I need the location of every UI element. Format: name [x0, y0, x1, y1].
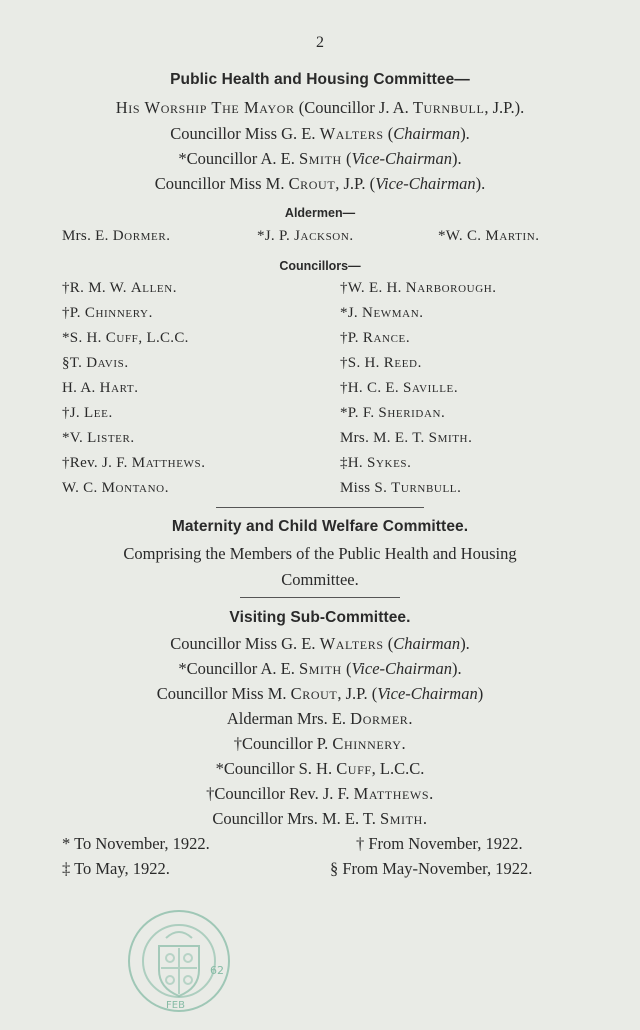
- surname: Turnbull.: [391, 480, 462, 496]
- councillor-entry: [340, 355, 422, 372]
- councillor-entry: [340, 330, 410, 347]
- name-suffix: , J.P. (: [335, 174, 376, 193]
- name-prefix: *S. H.: [62, 330, 106, 346]
- line-end: ).: [451, 659, 462, 678]
- surname: Rance.: [362, 330, 411, 346]
- councillor-entry: [62, 355, 129, 372]
- name-prefix: *W. C.: [438, 228, 486, 244]
- visiting-member-line: [0, 759, 640, 779]
- name-prefix: †Rev. J. F.: [62, 455, 132, 471]
- visiting-member-line: [0, 659, 640, 679]
- stamp-number: 62: [210, 964, 224, 977]
- surname: Chinnery.: [84, 305, 153, 321]
- councillor-entry: [340, 280, 497, 297]
- line-end: ).: [460, 124, 470, 143]
- surname: Montano.: [101, 480, 170, 496]
- councillor-entry: [62, 330, 189, 347]
- councillor-entry: [340, 380, 458, 397]
- footnote-section-mark: § From May-November, 1922.: [330, 859, 533, 878]
- mayor-text: (Councillor J. A.: [294, 98, 413, 117]
- name-prefix: *P. F.: [340, 405, 379, 421]
- name-prefix: †P.: [62, 305, 85, 321]
- councillor-entry: [62, 455, 206, 472]
- mayor-suffix: , J.P.).: [484, 98, 525, 117]
- councillor-entry: [62, 405, 113, 422]
- surname: Smith.: [428, 430, 473, 446]
- alderman-entry: [62, 228, 171, 245]
- name-prefix: *J.: [340, 305, 363, 321]
- alderman-entry: [257, 228, 354, 245]
- name-prefix: †J.: [62, 405, 85, 421]
- role: Chairman: [393, 634, 461, 653]
- name-prefix: *J. P.: [257, 228, 295, 244]
- member-line-mayor: [0, 98, 640, 118]
- role: Vice-Chairman: [351, 659, 452, 678]
- alderman-entry: [438, 228, 540, 245]
- councillor-entry: [340, 455, 411, 472]
- councillor-entry: [340, 480, 461, 497]
- role: Vice-Chairman: [351, 149, 452, 168]
- surname: Newman.: [362, 305, 424, 321]
- surname: Smith: [298, 659, 342, 678]
- surname: Lister.: [87, 430, 135, 446]
- councillor-entry: [340, 305, 424, 322]
- member-line-vice-chairman-2: [0, 174, 640, 194]
- councillor-entry: [340, 430, 472, 447]
- councillors-label: Councillors—: [279, 259, 361, 273]
- line-end: ).: [475, 174, 486, 193]
- section-divider: [240, 597, 400, 598]
- name-prefix: Councillor Miss G. E.: [170, 634, 320, 653]
- surname: Reed.: [383, 355, 422, 371]
- surname: Jackson.: [294, 228, 354, 244]
- visiting-member-line: [0, 634, 640, 654]
- surname: Chinnery.: [332, 734, 407, 753]
- councillor-entry: [62, 480, 169, 497]
- name-prefix: ‡H.: [340, 455, 368, 471]
- name-suffix: (: [341, 149, 352, 168]
- member-line-chairman: [0, 124, 640, 144]
- name-prefix: †S. H.: [340, 355, 384, 371]
- surname: Dormer.: [112, 228, 171, 244]
- role: Chairman: [393, 124, 461, 143]
- name-prefix: H. A.: [62, 380, 100, 396]
- name-prefix: Alderman Mrs. E.: [226, 709, 351, 728]
- name-prefix: §T.: [62, 355, 87, 371]
- name-prefix: Councillor Miss M.: [156, 684, 291, 703]
- name-prefix: Councillor Miss G. E.: [170, 124, 320, 143]
- name-prefix: Mrs. M. E. T.: [340, 430, 429, 446]
- name-prefix: Councillor Miss M.: [154, 174, 289, 193]
- surname: Smith.: [380, 809, 428, 828]
- surname: Allen.: [130, 280, 178, 296]
- footnote-asterisk: * To November, 1922.: [62, 834, 210, 853]
- surname: Dormer.: [350, 709, 414, 728]
- surname: Hart.: [99, 380, 139, 396]
- aldermen-label: Aldermen—: [284, 206, 356, 220]
- name-prefix: Councillor Mrs. M. E. T.: [212, 809, 381, 828]
- surname: Lee.: [84, 405, 113, 421]
- name-prefix: Miss S.: [340, 480, 392, 496]
- surname: Matthews.: [131, 455, 206, 471]
- councillor-entry: [62, 380, 139, 397]
- library-stamp-icon: [126, 908, 232, 1014]
- councillor-entry: [340, 405, 445, 422]
- committee-heading-maternity: Maternity and Child Welfare Committee.: [171, 518, 469, 535]
- visiting-member-line: [0, 734, 640, 754]
- name-suffix: , J.P. (: [337, 684, 378, 703]
- name-prefix: †P.: [340, 330, 363, 346]
- surname: Sheridan.: [378, 405, 446, 421]
- surname: Davis.: [86, 355, 129, 371]
- surname: Saville.: [403, 380, 459, 396]
- role: Vice-Chairman: [377, 684, 478, 703]
- surname: Walters: [319, 124, 384, 143]
- page-number: 2: [316, 34, 324, 51]
- surname: Narborough.: [405, 280, 497, 296]
- surname: Walters: [319, 634, 384, 653]
- visiting-member-line: [0, 709, 640, 729]
- committee-heading-visiting: Visiting Sub-Committee.: [229, 609, 411, 626]
- name-suffix: (: [341, 659, 352, 678]
- name-prefix: *Councillor A. E.: [178, 149, 299, 168]
- mayor-title: His Worship The Mayor: [115, 98, 295, 117]
- councillor-entry: [62, 430, 135, 447]
- line-end: ): [477, 684, 484, 703]
- stamp-month: FEB: [166, 1000, 185, 1011]
- name-prefix: *V.: [62, 430, 88, 446]
- name-suffix: , L.C.C.: [371, 759, 425, 778]
- name-prefix: †R. M. W.: [62, 280, 131, 296]
- line-end: ).: [460, 634, 470, 653]
- name-prefix: †H. C. E.: [340, 380, 403, 396]
- name-prefix: †Councillor Rev. J. F.: [206, 784, 354, 803]
- name-prefix: W. C.: [62, 480, 102, 496]
- name-prefix: †W. E. H.: [340, 280, 406, 296]
- surname: Martin.: [485, 228, 540, 244]
- footnote-dagger: † From November, 1922.: [356, 834, 523, 853]
- surname: Cuff: [336, 759, 372, 778]
- visiting-member-line: [0, 784, 640, 804]
- role: Vice-Chairman: [375, 174, 476, 193]
- section-divider: [216, 507, 424, 508]
- name-prefix: †Councillor P.: [233, 734, 333, 753]
- member-line-vice-chairman: [0, 149, 640, 169]
- surname: Sykes.: [367, 455, 412, 471]
- name-suffix: , L.C.C.: [138, 330, 189, 346]
- surname: Crout: [288, 174, 336, 193]
- surname: Cuff: [105, 330, 139, 346]
- visiting-member-line: [0, 684, 640, 704]
- footnote-double-dagger: ‡ To May, 1922.: [62, 859, 170, 878]
- surname: Crout: [290, 684, 338, 703]
- name-prefix: *Councillor A. E.: [178, 659, 299, 678]
- mayor-surname: Turnbull: [412, 98, 485, 117]
- name-prefix: Mrs. E.: [62, 228, 113, 244]
- name-suffix: (: [383, 124, 394, 143]
- line-end: ).: [451, 149, 462, 168]
- councillor-entry: [62, 305, 153, 322]
- committee-heading-public-health: Public Health and Housing Committee—: [170, 71, 470, 88]
- name-prefix: *Councillor S. H.: [215, 759, 337, 778]
- maternity-description-line-2: Committee.: [281, 570, 359, 589]
- surname: Smith: [298, 149, 342, 168]
- councillor-entry: [62, 280, 177, 297]
- visiting-member-line: [0, 809, 640, 829]
- name-suffix: (: [383, 634, 394, 653]
- surname: Matthews.: [353, 784, 434, 803]
- maternity-description-line-1: Comprising the Members of the Public Health and Housing: [123, 544, 517, 563]
